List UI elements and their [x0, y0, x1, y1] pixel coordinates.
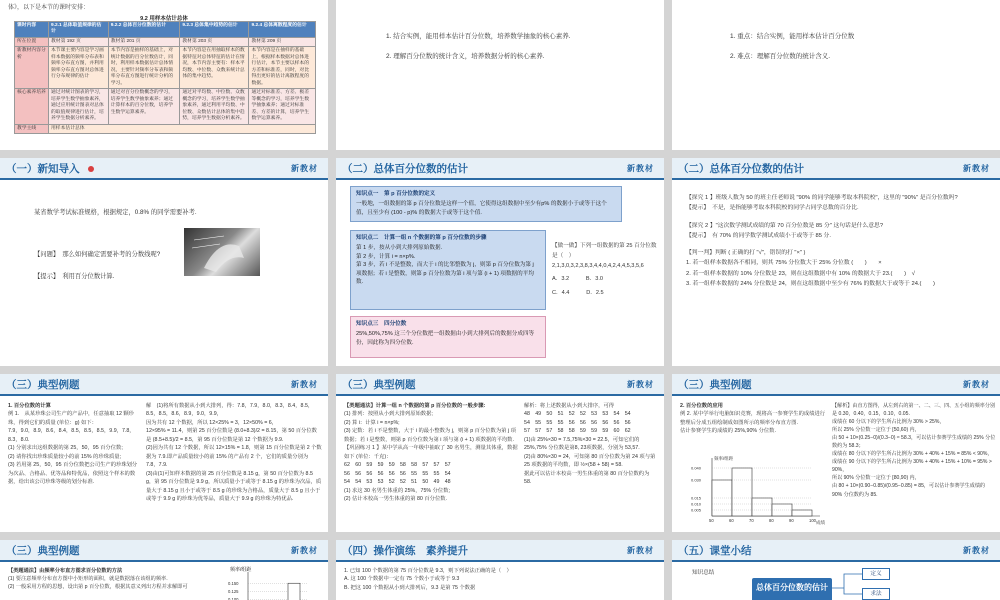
- slide-lesson-plan[interactable]: [0, 0, 328, 150]
- section-subtitle: 2. 百分位数的应用: [680, 403, 723, 409]
- exercise-line: 2,1,3,0,3,2,3,8,3,4,4,0,4,2,4,4,5,3,5,6: [552, 262, 644, 269]
- slide-example-method[interactable]: [336, 374, 664, 532]
- knowledge-title: 知识点三 四分位数: [356, 321, 407, 327]
- frequency-histogram-partial: [226, 572, 316, 600]
- row-label: 新教材内容分析: [15, 47, 49, 89]
- table-header-cell: 9.2.2 总体百分位数的估计: [108, 22, 180, 38]
- solution-line: 所以 90% 分位数一定位于 [80,90) 内，: [832, 475, 920, 482]
- frequency-histogram: [690, 454, 830, 528]
- hint-line: 【提示】 有 70% 的同学数学测试成绩小于或等于 85 分.: [686, 232, 831, 239]
- option-line: C．4.4 D．2.5: [552, 290, 604, 297]
- slide-header: [336, 158, 664, 180]
- table-cell: 本节内容是抽样的基础上，对统计数据的百分位数估计，同时，利用样本数据估计总体情况，主要针对频率分布表和频率分布直方图进行统计分析的学习。: [108, 47, 180, 89]
- solution-line: 12×95% = 11.4，则第 25 百分位数是 (8.0+8.3)/2 = 8.15，第 50 百分位数是 (8.5+8.5)/2 = 8.5，第 95 百分位数是第 12 个数据为 9.9.: [146, 428, 317, 443]
- slide-example-1[interactable]: [0, 374, 328, 532]
- slide-knowledge[interactable]: [336, 158, 664, 366]
- slide-method-histogram[interactable]: [0, 540, 328, 600]
- slide-title: （五）课堂小结: [678, 545, 752, 557]
- solution-line: 解析：将上述数据从小到大排序，可得: [524, 403, 615, 409]
- table-cell: 本节课主要内容是学习画样本数据的频率分布表和频率分布直方图，并利用频率分布直方图对总体进行分布规律的估计: [49, 47, 109, 89]
- mindmap-connector: [832, 568, 862, 600]
- problem-line: 7.9，9.0，8.9，8.6，8.4，8.5，8.5，8.5，9.9，7.8，8.3，8.0.: [8, 428, 135, 443]
- x-tick-label: 60: [729, 518, 734, 523]
- problem-line: 估计参赛学生的成绩的 25%,90% 分位数.: [680, 428, 776, 435]
- data-row: 48 49 50 51 52 52 53 53 54 54: [524, 411, 631, 418]
- method-line: (2) 算 i：计算 i = n×p%;: [344, 419, 400, 426]
- solution-line: 据此可以估计本校高一男生体重的第 80 百分位数约为 58.: [524, 470, 650, 486]
- slide-title: （三）典型例题: [6, 379, 80, 391]
- y-tick-label: 0.030: [691, 477, 702, 483]
- knowledge-box-definition: [350, 186, 622, 222]
- brand-logo: 新教材: [627, 164, 654, 173]
- solution-line: 成绩在 80 分以下的学生所占比例为 30% + 40% + 15% = 85% < 90%，: [832, 451, 993, 458]
- data-row: 57 57 57 58 58 59 59 59 60 62: [524, 428, 631, 435]
- method-title: 【类题通法】计算一组 n 个数据的第 p 百分位数的一般步骤:: [344, 403, 486, 409]
- slide-title: （二）总体百分位数的估计: [342, 163, 468, 175]
- row-label: 核心素养培养: [15, 89, 49, 124]
- table-cell: 用样本估计总体: [49, 124, 316, 133]
- table-cell: 通过对平均数、中位数、众数概念的学习，培养学生数学抽象素养，通过利用平均数、中位数、众数估计总体的集中趋势，培养学生数据分析素养。: [180, 89, 249, 124]
- knowledge-box-steps: [350, 230, 546, 310]
- problem-line: (1) 分别求出这组数据的第 25，50，95 百分位数;: [8, 445, 123, 452]
- brand-logo: 新教材: [291, 380, 318, 389]
- objective-item: 1. 结合实例，能用样本估计百分位数，培养数学抽象的核心素养.: [386, 33, 571, 40]
- slide-intro[interactable]: [0, 158, 328, 366]
- slide-header: [672, 540, 1000, 562]
- y-tick-label: 0.150: [228, 580, 239, 586]
- judge-item: 2. 若一组样本数据的 10% 分位数是 23，则在这组数据中有 10% 的数据大于 23.( ) √: [686, 270, 915, 277]
- slide-explore[interactable]: [672, 158, 1000, 366]
- x-tick-label: 50: [709, 518, 714, 523]
- title-dot-icon: [88, 166, 94, 172]
- table-header-row: [15, 22, 316, 38]
- knowledge-title: 知识点二 计算一组 n 个数据的第 p 百分位数的步骤: [356, 235, 487, 241]
- brand-logo: 新教材: [627, 546, 654, 555]
- x-tick-label: 100: [809, 518, 816, 523]
- lesson-plan-table: [14, 21, 316, 134]
- data-row: 54 55 55 55 56 56 56 56 56 56: [524, 419, 631, 426]
- solution-line: 【解析】由直方图得，从左到右的第一、二、三、四、五小组的频率分别是 0.30，0.40，0.15，0.10，0.05.: [832, 403, 996, 418]
- brand-logo: 新教材: [963, 164, 990, 173]
- judge-title: 【判一判】判断 ( 正确的打 "√"，错误的打 "×" ): [686, 250, 806, 257]
- table-caption: 9.2 用样本估计总体: [140, 16, 188, 22]
- summary-center-text: 总体百分位数的估计: [756, 583, 828, 592]
- table-header-cell: 9.2.3 总体集中趋势的估计: [180, 22, 249, 38]
- y-tick-label: 0.125: [228, 588, 239, 594]
- exercise-line: (2) 估计本校高一男生体重的第 80 百分位数.: [344, 496, 448, 503]
- solution-line: 解 (1)将所有数据从小到大排列，得：7.8，7.9，8.0，8.3，8.4，8.5，8.5，8.5，8.6，8.9，9.0，9.9，: [146, 403, 314, 418]
- data-row: 54 54 53 53 52 52 51 50 49 48: [344, 479, 451, 486]
- step-line: 第 2 步，计算 i = n×p%.: [356, 253, 416, 260]
- solution-line: (2)由 80%×30 = 24，可知第 80 百分位数为第 24 项与第 25 项数据的平均数，即 ½×(58 + 58) = 58.: [524, 453, 656, 469]
- slide-key-points[interactable]: [672, 0, 1000, 150]
- y-tick-label: 0.005: [691, 507, 702, 513]
- histogram-bar: [752, 498, 772, 516]
- problem-line: (2) 请你找出珍珠质量较小的前 15% 的珍珠质量;: [8, 453, 122, 460]
- table-row: [15, 47, 316, 89]
- knowledge-box-quartile: [350, 316, 546, 358]
- y-tick-label: 0.015: [691, 495, 702, 501]
- histogram-bar: [288, 583, 300, 600]
- slide-example-2[interactable]: [672, 374, 1000, 532]
- x-tick-label: 80: [769, 518, 774, 523]
- table-cell: 教材第 203 页: [180, 37, 249, 46]
- key-point-item: 1. 重点：结合实例，能用样本估计百分位数: [730, 33, 855, 40]
- problem-line: 例 1. 从某珍珠公司生产的产品中，任意抽取 12 颗珍珠，得到它们的质量 (单位：g) 如下：: [8, 411, 134, 426]
- data-row: 62 60 59 59 59 58 58 57 57 57: [344, 462, 451, 469]
- slide-header: [336, 540, 664, 562]
- table-cell: 本节内容是在用抽取样本的数据特征对总体特征的估计在情况，本节内容主要有：样本平均数、中位数、众数来统计总体的集中趋势。: [180, 47, 249, 89]
- hint-line: 【提示】 利用百分位数计算.: [34, 273, 115, 280]
- solution-line: 因为共有 12 个数据，所以 12×25% = 3，12×50% = 6，: [146, 419, 278, 426]
- option-line: A. 这 100 个数据中一定有 75 个数小于或等于 9.3: [344, 576, 460, 583]
- problem-line: 例 2. 某中学举行电脑知识竞赛，现将高一参赛学生的成绩进行整理后分成五组绘制成如图所示的频率分布直方图.: [680, 411, 826, 426]
- hist2-ylabel: 频率/组距: [230, 567, 252, 573]
- solution-line: 成绩在 60 分以下的学生所占比例为 30% > 25%，: [832, 419, 945, 426]
- exercise-line: 【做一做】下列一组数据的第 25 百分位数是（ ）: [552, 243, 657, 259]
- method-line: (1) 要注意频率分布直方图中小矩形的面积，就是数据落在该组的频率.: [8, 576, 168, 583]
- exercise-line: (1) 求这 30 名男生体重的 25%，75% 分位数;: [344, 487, 450, 494]
- explore-line: 【探究 1 】班级人数为 50 的班主任老师说 "90% 的同学能够考取本科院校"，这里的 "90%" 是百分位数吗?: [686, 195, 958, 201]
- slide-header: [0, 158, 328, 180]
- brand-logo: 新教材: [291, 164, 318, 173]
- question-line: 【问题】 那么如何确定需要补考的分数线呢?: [34, 251, 161, 258]
- brand-logo: 新教材: [627, 380, 654, 389]
- explore-line: 【探究 2 】"这次数学测试成绩的第 70 百分位数是 85 分" 这句话是什么意思?: [686, 222, 884, 229]
- brand-logo: 新教材: [291, 546, 318, 555]
- y-tick-label: 0.100: [228, 597, 239, 600]
- method-line: (3) 定数：若 i 不是整数，大于 i 的最小整数为 j，则第 p 百分位数为第 j 项数据；若 i 是整数，则第 p 百分位数为第 i 项与第 (i + 1) 项数据的平均数.: [344, 428, 516, 443]
- hint-line: 【提示】 不是，是指能够考取本科院校的同学占同学总数的百分比.: [686, 205, 859, 212]
- slide-header: [0, 540, 328, 562]
- table-header-cell: 课时内容: [15, 22, 49, 38]
- slide-title: （一）新知导入: [6, 163, 80, 175]
- histogram-bar: [732, 468, 752, 516]
- method-line: (2) 一般采用方程的思想，设出第 p 百分位数，根据其意义列出方程并求解即可: [8, 584, 188, 591]
- data-row: 56 56 56 56 56 56 55 55 55 54: [344, 470, 451, 477]
- intro-line: 某省数学考试标准规格，根据规定，0.8% 的同学需要补考.: [34, 209, 197, 216]
- slide-title: （三）典型例题: [6, 545, 80, 557]
- slide-title: （二）总体百分位数的估计: [678, 163, 804, 175]
- solution-line: 由 80 + 10×(0.90−0.85)/(0.95−0.85) = 85，可以估计参赛学生成绩的 90% 分位数约为 85.: [832, 483, 986, 498]
- method-title: 【类题通法】由频率分布直方图求百分位数的方法: [8, 568, 123, 574]
- histogram-bar: [792, 510, 812, 516]
- summary-center-box: [752, 578, 832, 600]
- judge-item: 3. 若一组样本数据的 24% 分位数是 24，则在这组数据中至少有 76% 的数据大于或等于 24.( ): [686, 280, 935, 287]
- row-label: 教学主线: [15, 124, 49, 133]
- intro-text: 体》，以下是本节的课时安排：: [8, 5, 90, 11]
- summary-label: 知识总结: [692, 570, 715, 576]
- slide-title: （三）典型例题: [678, 379, 752, 391]
- section-subtitle: 1. 百分位数的计算: [8, 403, 51, 409]
- slide-header: [672, 374, 1000, 396]
- objective-item: 2. 理解百分位数的统计含义，培养数据分析的核心素养.: [386, 53, 545, 61]
- table-cell: 教材第 201 页: [108, 37, 180, 46]
- y-axis-label: 频率/组距: [714, 456, 734, 461]
- table-header-cell: 9.2.4 总体离散程度的估计: [249, 22, 316, 38]
- summary-tag-definition: 定义: [862, 568, 890, 580]
- solution-line: 成绩在 90 分以下的学生所占比例为 30% + 40% + 15% + 10% = 95% > 90%，: [832, 459, 992, 474]
- knowledge-title: 知识点一 第 p 百分位数的定义: [356, 191, 436, 197]
- y-tick-label: 0.040: [691, 465, 702, 471]
- table-cell: 教材第 192 页: [49, 37, 109, 46]
- table-cell: 本节内容是在抽样的基础上，根据样本数据对总体进行估计，本节主要以样本的方差和标准差，同时，对比得出更好的估计离散程度的数据。: [249, 47, 316, 89]
- slide-objectives[interactable]: [336, 0, 664, 150]
- x-tick-label: 90: [789, 518, 794, 523]
- slide-title: （四）操作演练 素养提升: [342, 545, 468, 557]
- table-cell: 通过对统计图表的学习，培养学生数学抽象素养，通过应用统计图表对总体的取值规律进行估计，培养学生数据分析素养。: [49, 89, 109, 124]
- table-header-cell: 9.2.1 总体取值规律的估计: [49, 22, 109, 38]
- table-row: [15, 37, 316, 46]
- step-line: 第 1 步，按从小到大排列原始数据.: [356, 245, 443, 252]
- option-line: A．3.2 B．3.0: [552, 276, 603, 283]
- slide-header: [336, 374, 664, 396]
- slide-header: [672, 158, 1000, 180]
- method-line: (1) 排列：按照从小到大排列原始数据;: [344, 411, 433, 418]
- solution-line: (3)由(1)可知样本数据的第 25 百分位数是 8.15 g，第 50 百分位数为 8.5 g，第 95 百分位数是 9.9 g，所以质量小于或等于 8.15 g 的珍珠为次品，质量大于 8.15 g 且小于或等于 8.5 g 的珍珠为合格品，质量大于 8.5 g 且小于或等于 9.9 g 的珍珠为优等品，质量大于 9.9 g 的珍珠为特优品.: [146, 470, 322, 503]
- x-axis-label: 成绩: [816, 520, 825, 525]
- judge-item: 1. 若一组样本数据各不相同，则其 75% 分位数大于 25% 分位数 ( ) ×: [686, 260, 882, 267]
- slide-header: [0, 374, 328, 396]
- solution-line: (1)由 25%×30 = 7.5,75%×30 = 22.5，可知它们的 25%,75% 分位数是第8, 23项数据，分别为 53,57.: [524, 436, 640, 452]
- exercise-line: 【巩固练习 1 】某中学从高一年级中抽取了 30 名男生，测量其体重，数据如下 (单位：千克)：: [344, 445, 518, 460]
- table-row: [15, 124, 316, 133]
- table-row: [15, 89, 316, 124]
- table-cell: 通过对标准差、方差、极差等概念的学习，培养学生数学抽象素养；通过对标准差、方差的计算，培养学生数学运算素养。: [249, 89, 316, 124]
- knowledge-text: 一般地，一组数据的第 p 百分位数是这样一个值，它使得这组数据中至少有p% 的数据小于或等于这个值，且至少有 (100 - p)% 的数据大于或等于这个值.: [356, 201, 607, 216]
- slide-title: （三）典型例题: [342, 379, 416, 391]
- row-label: 所在位置: [15, 37, 49, 46]
- solution-line: (2)因为共有 12 个数据，所以 12×15% = 1.8，则第 15 百分位数是第 2 个数据为 7.9.即产品质量较小的前 15% 的产品有 2 个，它们的质量分别为 7.8，7.9.: [146, 445, 322, 469]
- knowledge-text: 25%,50%,75% 这三个分位数把一组数据由小到大排列后的数据分成四等份，因此称为四分位数.: [356, 331, 535, 346]
- problem-line: (3) 若用第 25，50，95 百分位数把公司生产的珍珠划分为次品、合格品、优等品和特优品，依照这个样本的数据，给出该公司珍珠等级的划分标准.: [8, 462, 138, 486]
- option-line: B. 把这 100 个数据从小到大排列后，9.3 是第 75 个数据: [344, 584, 476, 591]
- solution-line: 所以 25% 分位数一定位于 [50,60) 内，: [832, 427, 920, 434]
- slide-practice[interactable]: [336, 540, 664, 600]
- slide-summary[interactable]: [672, 540, 1000, 600]
- practice-line: 1. 已知 100 个数据的第 75 百分位数是 9.3，则下列说法正确的是（ ）: [344, 568, 512, 574]
- table-cell: 通过对百分位数概念的学习，培养学生数学抽象素养；通过计算样本的百分位数，培养学生数学运算素养。: [108, 89, 180, 124]
- table-cell: 教材第 209 页: [249, 37, 316, 46]
- key-point-item: 2. 难点：理解百分位数的统计含义.: [730, 53, 831, 61]
- brand-logo: 新教材: [963, 546, 990, 555]
- y-tick-label: 0.010: [691, 501, 702, 507]
- solution-line: 由 50 + 10×(0.25−0)/(0.3−0) ≈ 58.3，可以估计参赛学生成绩的 25% 分位数约为 58.3；: [832, 435, 996, 450]
- x-tick-label: 70: [749, 518, 754, 523]
- summary-tag-method: 求法: [862, 588, 890, 600]
- brand-logo: 新教材: [963, 380, 990, 389]
- step-line: 第 3 步，若 i 不是整数，而大于 i 的比邻整数为 j，则第 p 百分位数为第 j 项数据；若 i 是整数，则第 p 百分位数为第 i 项与第 (i + 1) 项数据的平均数.: [356, 262, 534, 285]
